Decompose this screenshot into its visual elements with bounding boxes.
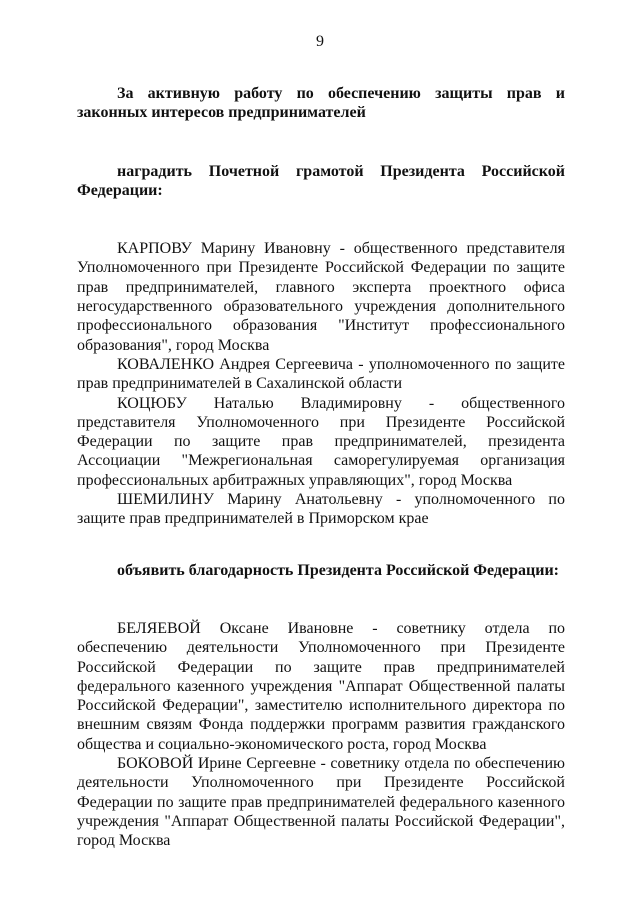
- spacer: [77, 123, 565, 162]
- intro-paragraph: За активную работу по обеспечению защиты прав и законных интересов предпринимателей: [77, 85, 565, 122]
- spacer: [77, 580, 565, 619]
- section-heading-award: наградить Почетной грамотой Президента Российской Федерации:: [77, 162, 565, 199]
- spacer: [77, 529, 565, 561]
- entry-karpova: КАРПОВУ Марину Ивановну - общественного представителя Уполномоченного при Президенте Российской Федерации по защите прав предпринимателей, главного эксперта проектного офиса негосударственного образовательного учреждения дополнительного профессионального образования "Институт профессионального образования", город Москва: [77, 240, 565, 354]
- entry-shemilina: ШЕМИЛИНУ Марину Анатольевну - уполномоченного по защите прав предпринимателей в Приморском крае: [77, 491, 565, 528]
- entry-belyaeva: БЕЛЯЕВОЙ Оксане Ивановне - советнику отдела по обеспечению деятельности Уполномоченного при Президенте Российской Федерации по защите прав предпринимателей федерального казенного учреждения "Аппарат Общественной палаты Российской Федерации", заместителю исполнительного директора по внешним связям Фонда поддержки программ развития гражданского общества и социально-экономического роста, город Москва: [77, 619, 565, 753]
- document-body: [77, 84, 565, 851]
- spacer: [77, 200, 565, 239]
- section-heading-gratitude: объявить благодарность Президента Российской Федерации:: [117, 561, 559, 579]
- entry-bokova: БОКОВОЙ Ирине Сергеевне - советнику отдела по обеспечению деятельности Уполномоченного при Президенте Российской Федерации по защите прав предпринимателей федерального казенного учреждения "Аппарат Общественной палаты Российской Федерации", город Москва: [77, 755, 565, 850]
- page-number: 9: [316, 33, 324, 50]
- entry-kovalenko: КОВАЛЕНКО Андрея Сергеевича - уполномоченного по защите прав предпринимателей в Сахалинской области: [77, 355, 565, 393]
- entry-kotsyuba: КОЦЮБУ Наталью Владимировну - общественного представителя Уполномоченного при Президенте Российской Федерации по защите прав предпринимателей, президента Ассоциации "Межрегиональная саморегулируемая организация профессиональных арбитражных управляющих", город Москва: [77, 394, 565, 489]
